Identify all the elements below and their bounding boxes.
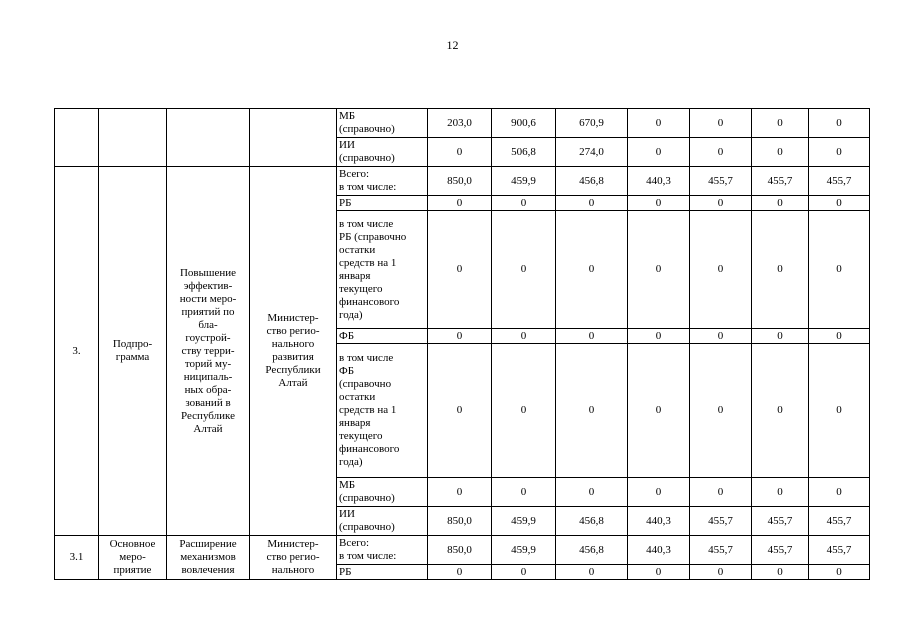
item-type: Основное меро- приятие xyxy=(99,536,167,580)
value-cell: 455,7 xyxy=(752,536,809,565)
value-cell: 850,0 xyxy=(428,536,492,565)
value-cell: 440,3 xyxy=(628,167,690,196)
value-cell: 0 xyxy=(492,478,556,507)
item-name: Повышение эффектив- ности меро- приятий по бла- гоустрой- ству терри- торий му- ниципаль- ных обра- зований в Республике Алтай xyxy=(167,167,250,536)
empty-cell xyxy=(99,109,167,167)
source-cell: РБ xyxy=(337,565,428,580)
source-cell: Всего: в том числе: xyxy=(337,536,428,565)
value-cell: 0 xyxy=(809,565,870,580)
value-cell: 900,6 xyxy=(492,109,556,138)
value-cell: 0 xyxy=(428,565,492,580)
value-cell: 459,9 xyxy=(492,507,556,536)
value-cell: 455,7 xyxy=(690,507,752,536)
value-cell: 0 xyxy=(752,196,809,211)
source-cell: МБ (справочно) xyxy=(337,109,428,138)
value-cell: 459,9 xyxy=(492,167,556,196)
empty-cell xyxy=(250,109,337,167)
value-cell: 0 xyxy=(752,138,809,167)
item-name: Расширение механизмов вовлечения xyxy=(167,536,250,580)
value-cell: 0 xyxy=(428,211,492,329)
value-cell: 0 xyxy=(556,196,628,211)
value-cell: 0 xyxy=(690,138,752,167)
page-number: 12 xyxy=(446,38,459,52)
value-cell: 455,7 xyxy=(690,167,752,196)
item-type: Подпро- грамма xyxy=(99,167,167,536)
value-cell: 0 xyxy=(556,329,628,344)
value-cell: 459,9 xyxy=(492,536,556,565)
value-cell: 0 xyxy=(809,138,870,167)
table-row xyxy=(55,109,870,138)
item-number: 3.1 xyxy=(55,536,99,580)
value-cell: 455,7 xyxy=(690,536,752,565)
empty-cell xyxy=(55,109,99,167)
value-cell: 0 xyxy=(690,329,752,344)
value-cell: 455,7 xyxy=(809,507,870,536)
value-cell: 0 xyxy=(752,329,809,344)
value-cell: 456,8 xyxy=(556,167,628,196)
value-cell: 274,0 xyxy=(556,138,628,167)
value-cell: 0 xyxy=(809,478,870,507)
value-cell: 203,0 xyxy=(428,109,492,138)
source-cell: в том числе ФБ (справочно остатки средств на 1 января текущего финансового года) xyxy=(337,344,428,478)
value-cell: 0 xyxy=(628,109,690,138)
value-cell: 0 xyxy=(556,565,628,580)
item-number: 3. xyxy=(55,167,99,536)
value-cell: 0 xyxy=(690,565,752,580)
value-cell: 0 xyxy=(690,211,752,329)
value-cell: 455,7 xyxy=(752,507,809,536)
item-executor: Министер- ство регио- нального развития Республики Алтай xyxy=(250,167,337,536)
value-cell: 0 xyxy=(752,565,809,580)
value-cell: 0 xyxy=(428,344,492,478)
value-cell: 850,0 xyxy=(428,167,492,196)
value-cell: 0 xyxy=(809,196,870,211)
source-cell: Всего: в том числе: xyxy=(337,167,428,196)
value-cell: 0 xyxy=(428,329,492,344)
value-cell: 0 xyxy=(428,138,492,167)
value-cell: 0 xyxy=(492,329,556,344)
source-cell: РБ xyxy=(337,196,428,211)
value-cell: 455,7 xyxy=(752,167,809,196)
value-cell: 456,8 xyxy=(556,536,628,565)
value-cell: 670,9 xyxy=(556,109,628,138)
value-cell: 0 xyxy=(628,196,690,211)
value-cell: 0 xyxy=(752,478,809,507)
source-cell: ФБ xyxy=(337,329,428,344)
value-cell: 456,8 xyxy=(556,507,628,536)
value-cell: 0 xyxy=(492,344,556,478)
value-cell: 0 xyxy=(628,211,690,329)
value-cell: 0 xyxy=(492,211,556,329)
value-cell: 0 xyxy=(556,344,628,478)
value-cell: 0 xyxy=(556,478,628,507)
value-cell: 0 xyxy=(628,565,690,580)
value-cell: 850,0 xyxy=(428,507,492,536)
value-cell: 440,3 xyxy=(628,536,690,565)
value-cell: 0 xyxy=(690,109,752,138)
value-cell: 0 xyxy=(628,478,690,507)
empty-cell xyxy=(167,109,250,167)
value-cell: 0 xyxy=(752,344,809,478)
value-cell: 455,7 xyxy=(809,536,870,565)
value-cell: 0 xyxy=(690,196,752,211)
value-cell: 0 xyxy=(690,478,752,507)
value-cell: 0 xyxy=(690,344,752,478)
value-cell: 440,3 xyxy=(628,507,690,536)
value-cell: 0 xyxy=(428,478,492,507)
budget-table xyxy=(54,108,870,580)
source-cell: ИИ (справочно) xyxy=(337,507,428,536)
value-cell: 0 xyxy=(628,344,690,478)
value-cell: 0 xyxy=(556,211,628,329)
value-cell: 0 xyxy=(492,196,556,211)
table-row xyxy=(55,536,870,565)
value-cell: 0 xyxy=(752,211,809,329)
item-executor: Министер- ство регио- нального xyxy=(250,536,337,580)
table-row xyxy=(55,167,870,196)
value-cell: 0 xyxy=(752,109,809,138)
value-cell: 0 xyxy=(492,565,556,580)
source-cell: МБ (справочно) xyxy=(337,478,428,507)
source-cell: ИИ (справочно) xyxy=(337,138,428,167)
value-cell: 0 xyxy=(809,329,870,344)
value-cell: 506,8 xyxy=(492,138,556,167)
value-cell: 0 xyxy=(628,329,690,344)
value-cell: 0 xyxy=(428,196,492,211)
value-cell: 0 xyxy=(809,211,870,329)
value-cell: 455,7 xyxy=(809,167,870,196)
value-cell: 0 xyxy=(809,109,870,138)
source-cell: в том числе РБ (справочно остатки средств на 1 января текущего финансового года) xyxy=(337,211,428,329)
value-cell: 0 xyxy=(628,138,690,167)
value-cell: 0 xyxy=(809,344,870,478)
